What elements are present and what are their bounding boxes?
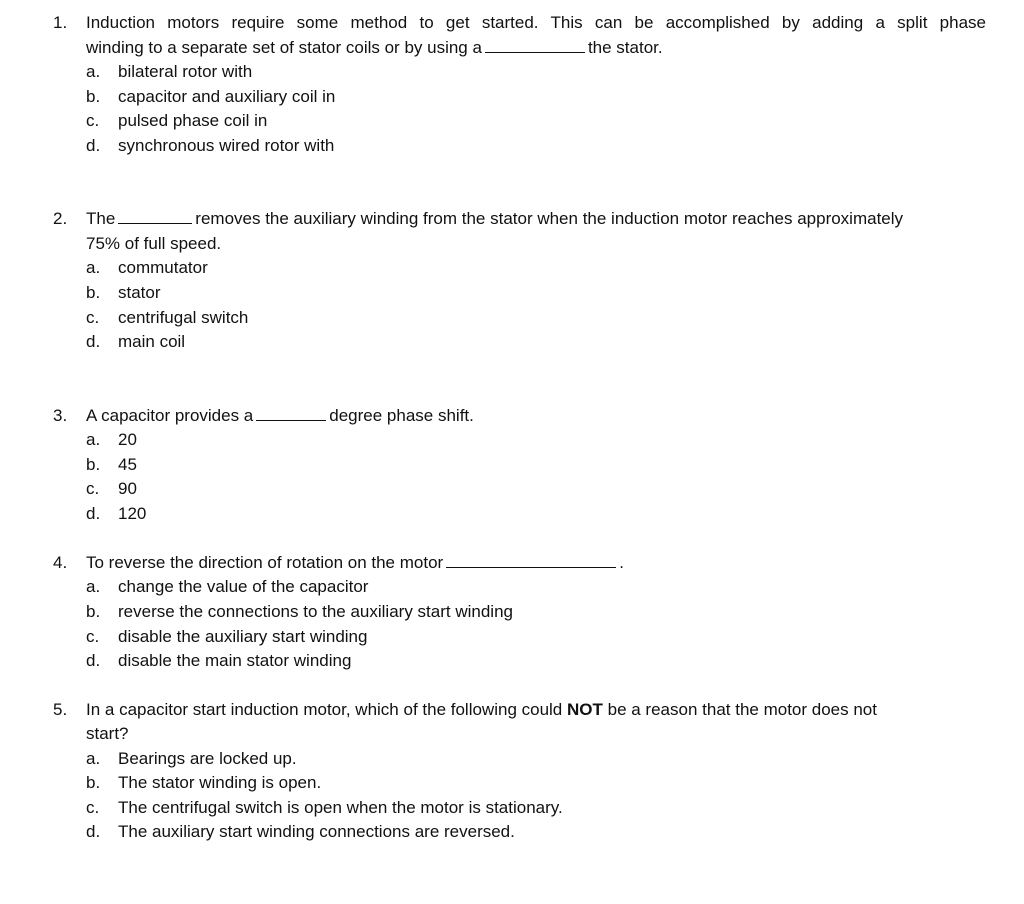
option-letter: c.: [86, 111, 100, 130]
option-letter: d.: [86, 504, 101, 523]
option-text: pulsed phase coil in: [118, 111, 268, 130]
option-letter: b.: [86, 602, 101, 621]
option-letter: d.: [86, 332, 101, 351]
option-letter: a.: [86, 62, 101, 81]
option-text: disable the auxiliary start winding: [118, 627, 368, 646]
option-letter: c.: [86, 627, 100, 646]
option-text: Bearings are locked up.: [118, 749, 297, 768]
question-stem-line2: start?: [86, 724, 129, 743]
option-letter: a.: [86, 430, 101, 449]
option-letter: c.: [86, 798, 100, 817]
question-number: 5.: [53, 700, 68, 719]
option-text: capacitor and auxiliary coil in: [118, 87, 336, 106]
option-text: change the value of the capacitor: [118, 577, 369, 596]
question-stem: The removes the auxiliary winding from the stator when the induction motor reaches approximately: [86, 209, 904, 228]
question-stem-line2: 75% of full speed.: [86, 234, 222, 253]
option-text: centrifugal switch: [118, 308, 249, 327]
question-stem: In a capacitor start induction motor, which of the following could NOT be a reason that the motor does not: [86, 700, 877, 719]
option-text: 120: [118, 504, 147, 523]
option-letter: c.: [86, 479, 100, 498]
answer-blank: [118, 209, 192, 224]
option-letter: b.: [86, 455, 101, 474]
option-text: disable the main stator winding: [118, 651, 352, 670]
option-letter: b.: [86, 283, 101, 302]
option-letter: c.: [86, 308, 100, 327]
answer-blank: [256, 406, 326, 421]
option-letter: d.: [86, 651, 101, 670]
option-text: 20: [118, 430, 137, 449]
question-number: 4.: [53, 553, 68, 572]
option-letter: a.: [86, 258, 101, 277]
question-stem: A capacitor provides a degree phase shift.: [86, 406, 474, 425]
option-text: 45: [118, 455, 137, 474]
emphasis-not: NOT: [567, 700, 603, 719]
question-number: 3.: [53, 406, 68, 425]
question-number: 1.: [53, 13, 68, 32]
option-text: The stator winding is open.: [118, 773, 322, 792]
question-number: 2.: [53, 209, 68, 228]
question-stem-line2: winding to a separate set of stator coils or by using a the stator.: [86, 38, 663, 57]
option-letter: b.: [86, 773, 101, 792]
question-stem: Induction motors require some method to get started. This can be accomplished by adding a split phase: [86, 13, 986, 32]
option-letter: d.: [86, 822, 101, 841]
answer-blank: [446, 553, 616, 568]
option-letter: b.: [86, 87, 101, 106]
option-text: bilateral rotor with: [118, 62, 253, 81]
option-letter: a.: [86, 749, 101, 768]
option-text: reverse the connections to the auxiliary start winding: [118, 602, 513, 621]
option-letter: d.: [86, 136, 101, 155]
answer-blank: [485, 38, 585, 53]
question-stem: To reverse the direction of rotation on the motor .: [86, 553, 624, 572]
option-text: main coil: [118, 332, 186, 351]
option-text: stator: [118, 283, 161, 302]
option-text: The auxiliary start winding connections are reversed.: [118, 822, 515, 841]
option-text: synchronous wired rotor with: [118, 136, 335, 155]
option-letter: a.: [86, 577, 101, 596]
option-text: 90: [118, 479, 137, 498]
option-text: commutator: [118, 258, 208, 277]
option-text: The centrifugal switch is open when the motor is stationary.: [118, 798, 563, 817]
